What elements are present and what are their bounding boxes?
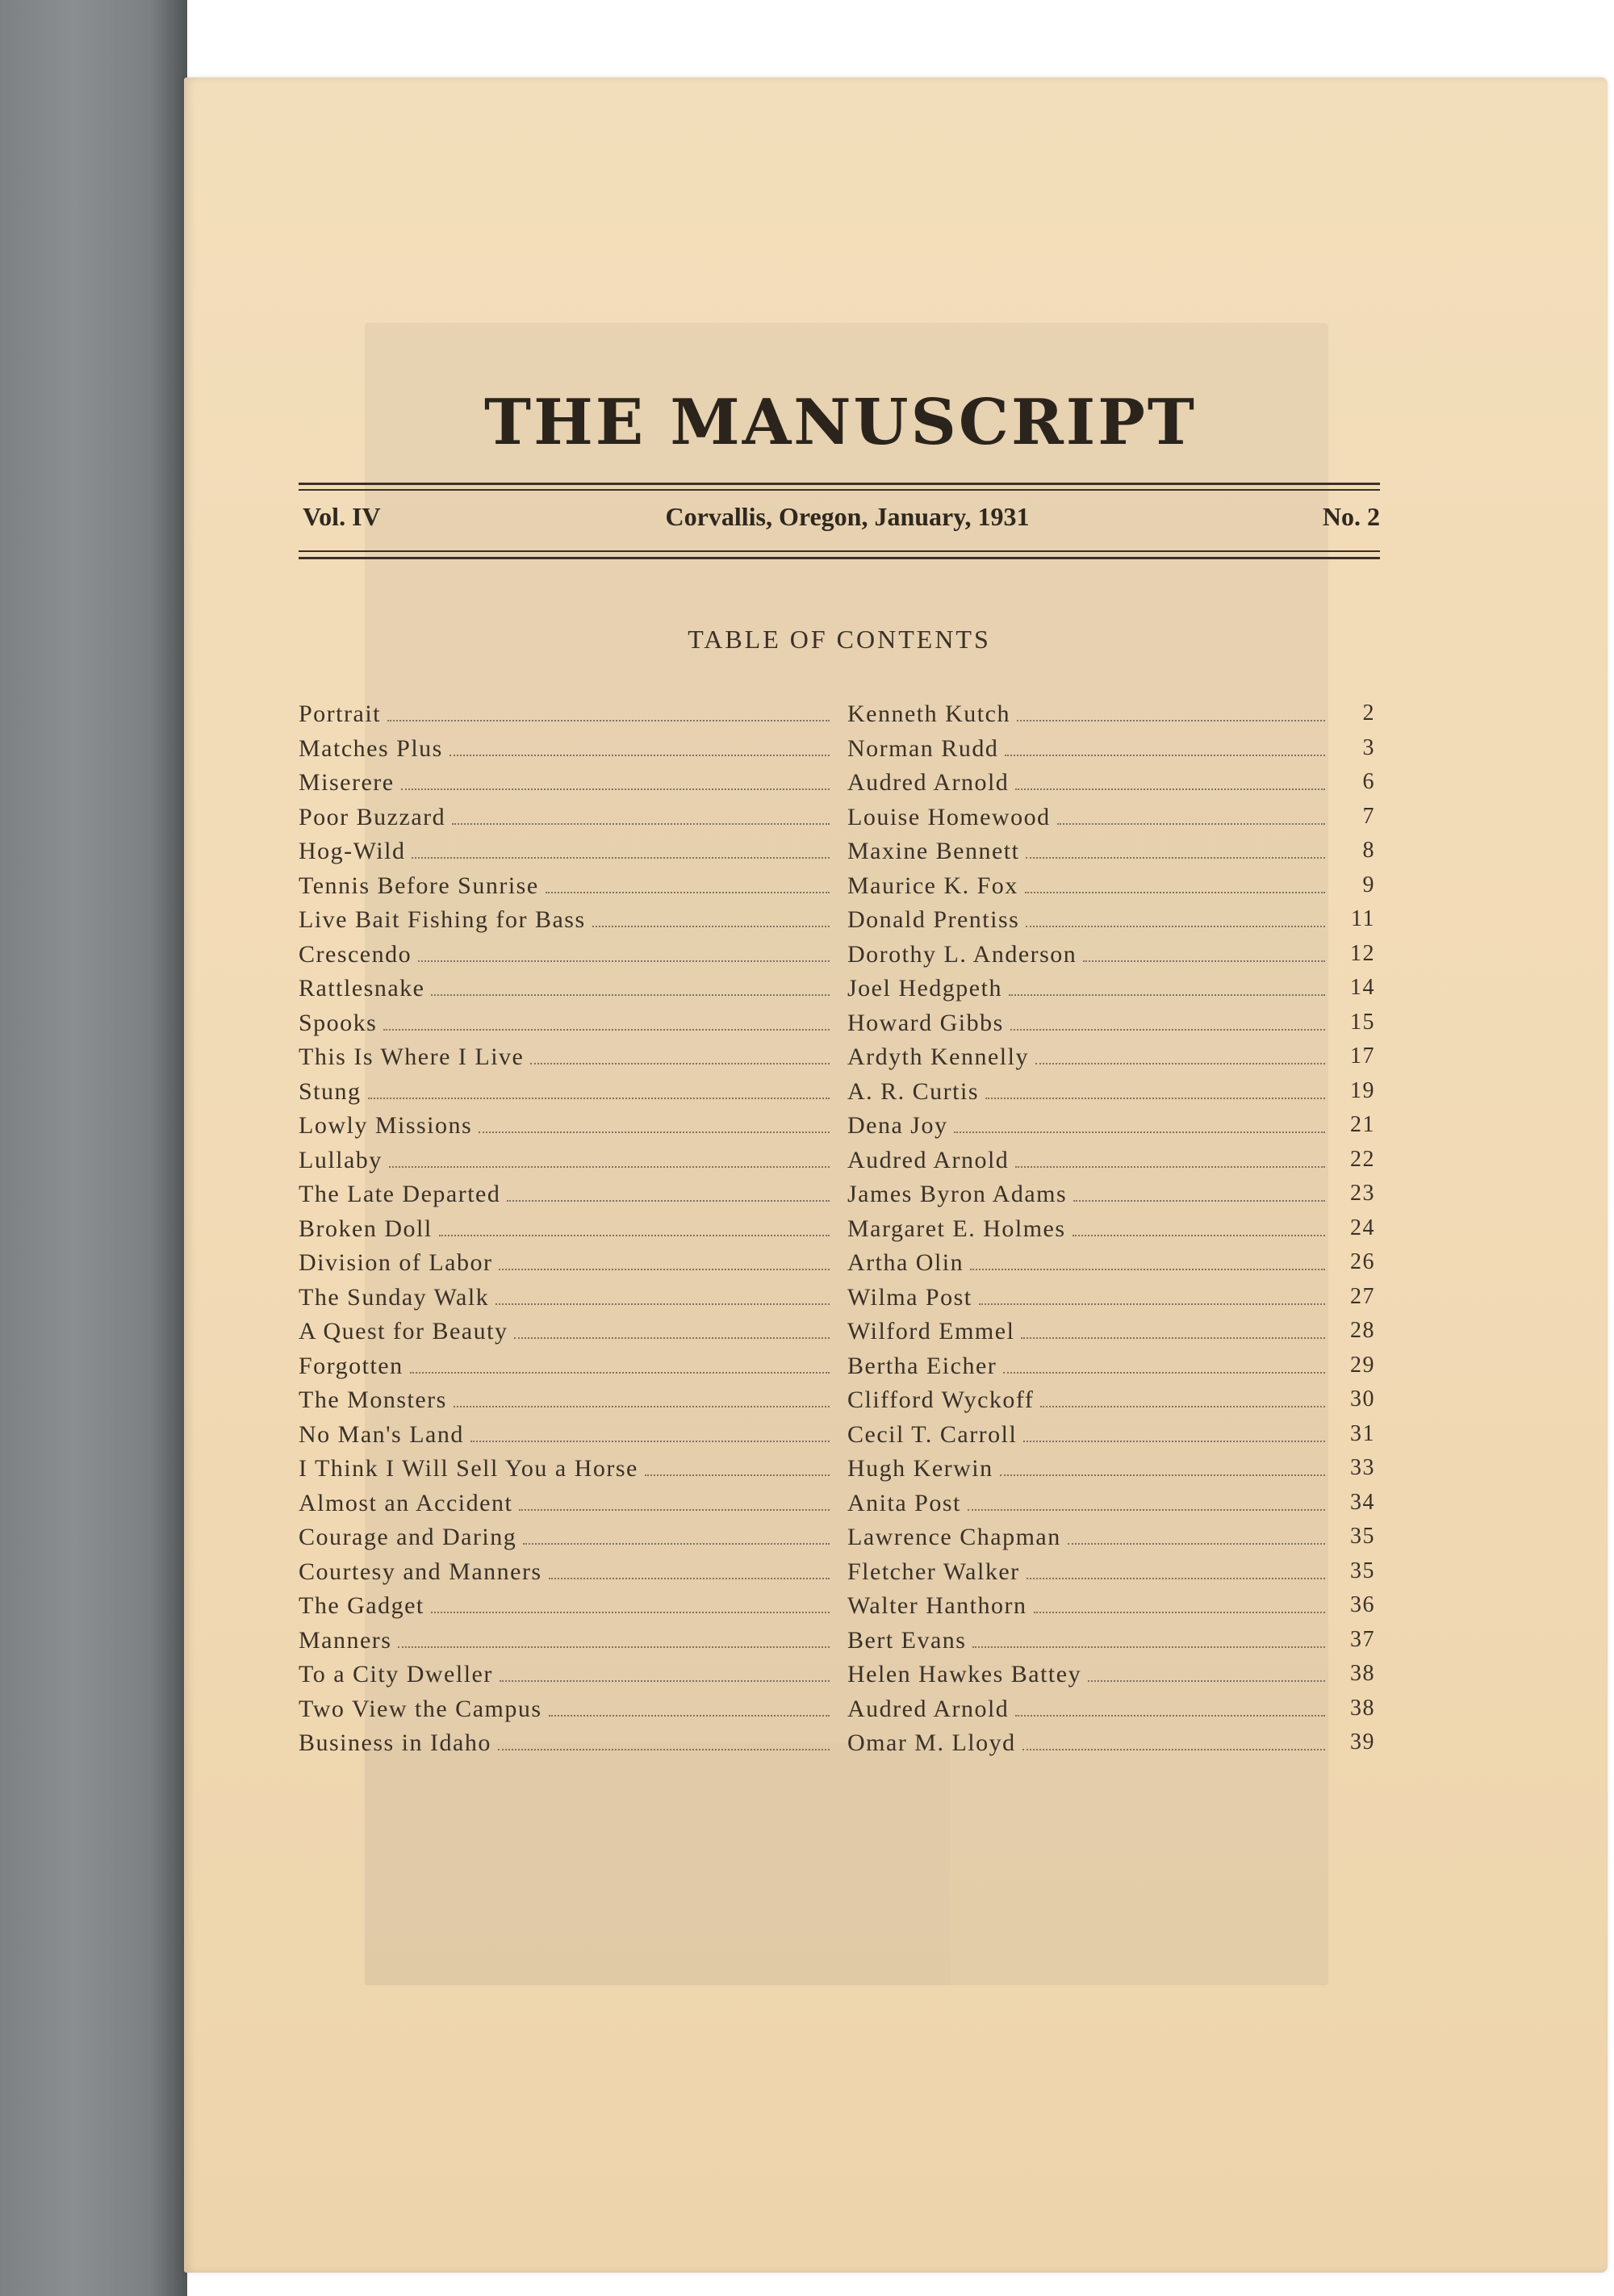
dot-leader: [410, 1370, 830, 1374]
dot-leader: [546, 890, 830, 893]
toc-entry: [299, 906, 1404, 941]
toc-entry-title: Two View the Campus: [299, 1695, 542, 1722]
toc-entry-title-cell: [299, 1524, 830, 1551]
toc-entry-title: Portrait: [299, 701, 381, 727]
dot-leader: [968, 1508, 1325, 1511]
toc-entry-title: The Sunday Walk: [299, 1283, 490, 1311]
toc-entry-author: Joel Hedgpeth: [847, 975, 1002, 1002]
toc-entry-author-cell: [847, 1318, 1325, 1345]
toc-entry-title: Miserere: [299, 769, 395, 796]
toc-entry-title-cell: [299, 1181, 830, 1208]
toc-entry-page: 12: [1350, 940, 1375, 966]
toc-entry-page: 35: [1350, 1558, 1375, 1583]
dot-leader: [1023, 1439, 1325, 1442]
issue-number-label: No. 2: [1322, 502, 1380, 531]
toc-entry-author-cell: [847, 1386, 1325, 1414]
dot-leader: [1057, 822, 1325, 825]
dot-leader: [1003, 1370, 1325, 1374]
dot-leader: [495, 1302, 830, 1305]
toc-entry-title: Courage and Daring: [299, 1524, 517, 1550]
toc-entry-author: Maurice K. Fox: [847, 872, 1018, 899]
dot-leader: [498, 1747, 830, 1750]
masthead-rule-top-inner: [299, 489, 1380, 491]
toc-entry-author-cell: [847, 804, 1325, 831]
toc-entry-author: Helen Hawkes Battey: [847, 1661, 1082, 1687]
toc-heading: TABLE OF CONTENTS: [688, 625, 991, 654]
toc-entry-author-cell: [847, 1181, 1325, 1208]
dot-leader: [479, 1130, 830, 1133]
toc-entry-title: Crescendo: [299, 940, 412, 968]
dot-leader: [972, 1645, 1325, 1648]
toc-entry: [299, 1215, 1404, 1250]
toc-entry-title: Division of Labor: [299, 1249, 493, 1276]
toc-entry-page: 15: [1350, 1009, 1375, 1035]
toc-entry-author-cell: [847, 1215, 1325, 1243]
dot-leader: [1005, 753, 1325, 756]
toc-entry-page: 38: [1350, 1695, 1375, 1721]
dot-leader: [1010, 1027, 1325, 1031]
dot-leader: [1088, 1679, 1325, 1682]
toc-entry-title: Manners: [299, 1626, 392, 1654]
toc-entry-title: A Quest for Beauty: [299, 1318, 508, 1345]
cover-shadow: [150, 0, 187, 2296]
toc-entry-author-cell: [847, 1558, 1325, 1586]
toc-entry-title: The Late Departed: [299, 1181, 501, 1207]
toc-entry-title: The Gadget: [299, 1592, 424, 1619]
toc-entry-author-cell: [847, 975, 1325, 1002]
toc-entry-title-cell: [299, 1249, 830, 1277]
dot-leader: [1026, 924, 1325, 927]
toc-entry-title-cell: [299, 1043, 830, 1071]
toc-entry: [299, 1043, 1404, 1078]
dot-leader: [1015, 1713, 1325, 1717]
toc-entry: [299, 1386, 1404, 1421]
toc-entry-author: Margaret E. Holmes: [847, 1215, 1066, 1242]
toc-entry-author-cell: [847, 1112, 1325, 1140]
dot-leader: [387, 718, 830, 721]
dot-leader: [1073, 1198, 1325, 1202]
toc-entry-author-cell: [847, 1284, 1325, 1311]
dot-leader: [1073, 1233, 1325, 1236]
toc-entry-page: 31: [1350, 1420, 1375, 1446]
toc-entry-author-cell: [847, 1078, 1325, 1106]
toc-entry-author: Dorothy L. Anderson: [847, 940, 1077, 968]
toc-entry-title: Matches Plus: [299, 734, 443, 762]
masthead-rule-top: [299, 483, 1380, 485]
toc-entry-title-cell: [299, 1696, 830, 1723]
toc-entry: [299, 1729, 1404, 1764]
toc-entry-title: Business in Idaho: [299, 1729, 491, 1756]
toc-entry-title-cell: [299, 1421, 830, 1449]
toc-entry-title-cell: [299, 1284, 830, 1311]
toc-entry-author: Omar M. Lloyd: [847, 1729, 1016, 1756]
toc-entry-page: 8: [1362, 838, 1375, 863]
toc-entry-page: 21: [1350, 1112, 1375, 1137]
toc-entry-title: No Man's Land: [299, 1420, 464, 1448]
toc-entry: [299, 838, 1404, 872]
dot-leader: [514, 1336, 830, 1339]
toc-entry-author: Howard Gibbs: [847, 1009, 1004, 1036]
toc-entry: [299, 1421, 1404, 1456]
toc-entry-title: Lullaby: [299, 1146, 383, 1173]
toc-entry: [299, 1627, 1404, 1662]
toc-entry-page: 19: [1350, 1077, 1375, 1103]
toc-entry-author: Artha Olin: [847, 1249, 964, 1276]
dot-leader: [507, 1198, 830, 1202]
toc-entry-page: 37: [1350, 1626, 1375, 1652]
dot-leader: [470, 1439, 830, 1442]
toc-entry-title-cell: [299, 804, 830, 831]
masthead-rule-bottom: [299, 557, 1380, 559]
dot-leader: [1040, 1404, 1325, 1407]
dot-leader: [549, 1576, 830, 1579]
toc-entry-title-cell: [299, 1147, 830, 1174]
dot-leader: [1021, 1336, 1325, 1339]
toc-entry-author-cell: [847, 1729, 1325, 1757]
dot-leader: [1035, 1061, 1325, 1064]
toc-entry-author: Maxine Bennett: [847, 838, 1020, 864]
toc-entry-title-cell: [299, 1592, 830, 1620]
dot-leader: [1000, 1473, 1325, 1476]
toc-entry-page: 3: [1362, 734, 1375, 760]
toc-entry-author: Kenneth Kutch: [847, 701, 1010, 727]
toc-entry-title-cell: [299, 1558, 830, 1586]
toc-entry: [299, 1112, 1404, 1147]
toc-entry: [299, 1147, 1404, 1181]
toc-entry: [299, 1318, 1404, 1353]
dot-leader: [401, 787, 830, 790]
toc-entry-title: Live Bait Fishing for Bass: [299, 906, 586, 933]
dot-leader: [499, 1267, 830, 1270]
toc-entry-author-cell: [847, 735, 1325, 763]
toc-entry-title-cell: [299, 975, 830, 1002]
dot-leader: [1026, 855, 1325, 859]
toc-entry: [299, 1524, 1404, 1558]
toc-entry-title-cell: [299, 1490, 830, 1517]
toc-entry: [299, 1284, 1404, 1319]
dot-leader: [454, 1404, 830, 1407]
toc-entry-author: Fletcher Walker: [847, 1558, 1020, 1585]
toc-entry-title-cell: [299, 1627, 830, 1654]
toc-entry-title: Broken Doll: [299, 1215, 433, 1242]
toc-entry-page: 36: [1350, 1592, 1375, 1617]
toc-entry: [299, 701, 1404, 735]
toc-entry-author: Hugh Kerwin: [847, 1455, 993, 1482]
toc-entry-title-cell: [299, 1078, 830, 1106]
dot-leader: [592, 924, 830, 927]
toc-entry-page: 33: [1350, 1455, 1375, 1480]
dot-leader: [954, 1130, 1325, 1133]
toc-entry-author: James Byron Adams: [847, 1181, 1068, 1207]
toc-entry-page: 23: [1350, 1181, 1375, 1206]
toc-entry-author-cell: [847, 769, 1325, 797]
dot-leader: [549, 1713, 830, 1717]
toc-entry-author: Walter Hanthorn: [847, 1592, 1027, 1619]
toc-entry-page: 35: [1350, 1524, 1375, 1549]
toc-entry-title: To a City Dweller: [299, 1661, 493, 1687]
toc-entry-author: Bertha Eicher: [847, 1352, 997, 1379]
toc-entry: [299, 1249, 1404, 1284]
toc-entry: [299, 1078, 1404, 1113]
toc-entry-title: Almost an Accident: [299, 1489, 513, 1516]
toc-entry-page: 27: [1350, 1283, 1375, 1309]
dot-leader: [523, 1541, 830, 1545]
toc-entry-title-cell: [299, 1215, 830, 1243]
toc-entry-page: 26: [1350, 1249, 1375, 1274]
magazine-title: THE MANUSCRIPT: [484, 386, 1197, 459]
dot-leader: [449, 753, 830, 756]
toc-entry-title-cell: [299, 1112, 830, 1140]
dot-leader: [1068, 1541, 1325, 1545]
toc-entry-title: Stung: [299, 1077, 362, 1105]
dot-leader: [530, 1061, 830, 1064]
toc-entry: [299, 1353, 1404, 1387]
toc-entry-page: 7: [1362, 803, 1375, 829]
toc-entry-title: Rattlesnake: [299, 975, 425, 1002]
toc-entry-title: This Is Where I Live: [299, 1043, 525, 1070]
toc-entry-author: Dena Joy: [847, 1112, 948, 1139]
toc-entry-page: 17: [1350, 1043, 1375, 1069]
dot-leader: [519, 1508, 830, 1511]
toc-entry-author-cell: [847, 1661, 1325, 1688]
toc-entry-author: Donald Prentiss: [847, 906, 1020, 933]
toc-entry-page: 39: [1350, 1729, 1375, 1754]
toc-entry-title: Forgotten: [299, 1352, 404, 1379]
dot-leader: [1022, 1747, 1325, 1750]
toc-entry-author-cell: [847, 1421, 1325, 1449]
toc-entry-author-cell: [847, 1147, 1325, 1174]
toc-entry-title: Courtesy and Manners: [299, 1558, 542, 1585]
toc-entry-page: 38: [1350, 1661, 1375, 1686]
toc-entry: [299, 1696, 1404, 1730]
toc-entry-page: 2: [1362, 701, 1375, 726]
toc-entry-author: Wilford Emmel: [847, 1318, 1015, 1345]
dot-leader: [1027, 1576, 1325, 1579]
toc-entry-title-cell: [299, 1661, 830, 1688]
masthead-rule-bottom-inner: [299, 550, 1380, 552]
toc-entry: [299, 975, 1404, 1010]
dot-leader: [1015, 1165, 1325, 1168]
dot-leader: [1017, 718, 1325, 721]
toc-entry-page: 6: [1362, 769, 1375, 794]
toc-entry-page: 29: [1350, 1352, 1375, 1378]
toc-entry-author: Cecil T. Carroll: [847, 1420, 1018, 1448]
dot-leader: [970, 1267, 1325, 1270]
toc-entry-author: Lawrence Chapman: [847, 1524, 1061, 1550]
toc-entry: [299, 941, 1404, 976]
dot-leader: [645, 1473, 830, 1476]
dot-leader: [1009, 993, 1325, 996]
dot-leader: [500, 1679, 830, 1682]
toc-entry-author-cell: [847, 1592, 1325, 1620]
toc-entry-title-cell: [299, 1729, 830, 1757]
toc-entry-page: 34: [1350, 1489, 1375, 1515]
toc-entry-author: Bert Evans: [847, 1626, 967, 1654]
toc-entry-title-cell: [299, 872, 830, 900]
toc-entry-author-cell: [847, 906, 1325, 934]
toc-entry-title: Hog-Wild: [299, 838, 406, 864]
toc-entry-title-cell: [299, 769, 830, 797]
toc-entry: [299, 1592, 1404, 1627]
dot-leader: [383, 1027, 830, 1031]
toc-entry-author-cell: [847, 1627, 1325, 1654]
toc-entry-author: Wilma Post: [847, 1283, 972, 1311]
dot-leader: [389, 1165, 830, 1168]
toc-entry-author-cell: [847, 1043, 1325, 1071]
toc-entry-author-cell: [847, 1249, 1325, 1277]
dot-leader: [1034, 1610, 1325, 1613]
toc-entry-author: Audred Arnold: [847, 769, 1010, 796]
toc-entry-title-cell: [299, 701, 830, 728]
toc-entry-author: Louise Homewood: [847, 803, 1051, 830]
toc-entry: [299, 1490, 1404, 1524]
toc-entry-title-cell: [299, 1353, 830, 1380]
toc-entry-title: Lowly Missions: [299, 1112, 473, 1139]
toc-entry-author: Audred Arnold: [847, 1695, 1010, 1722]
toc-entry-page: 22: [1350, 1146, 1375, 1172]
toc-entry: [299, 1558, 1404, 1593]
toc-entry-author-cell: [847, 1010, 1325, 1037]
toc-entry-author: Ardyth Kennelly: [847, 1043, 1029, 1070]
toc-entry: [299, 769, 1404, 804]
toc-entry-title-cell: [299, 1010, 830, 1037]
toc-entry-page: 14: [1350, 975, 1375, 1000]
place-date-label: Corvallis, Oregon, January, 1931: [665, 502, 1030, 531]
toc-entry-title: I Think I Will Sell You a Horse: [299, 1455, 638, 1482]
dot-leader: [412, 855, 830, 859]
toc-entry-title: The Monsters: [299, 1386, 447, 1413]
toc-entry-title: Spooks: [299, 1009, 378, 1036]
toc-entry: [299, 804, 1404, 839]
dot-leader: [398, 1645, 830, 1648]
table-of-contents: [299, 701, 1404, 1764]
dot-leader: [368, 1096, 830, 1099]
toc-entry-author-cell: [847, 1524, 1325, 1551]
toc-entry-title-cell: [299, 1386, 830, 1414]
toc-entry-title-cell: [299, 906, 830, 934]
toc-entry: [299, 735, 1404, 770]
toc-entry-page: 28: [1350, 1318, 1375, 1343]
toc-entry: [299, 872, 1404, 907]
toc-entry-title-cell: [299, 735, 830, 763]
dot-leader: [1015, 787, 1325, 790]
toc-entry-page: 24: [1350, 1215, 1375, 1240]
dot-leader: [431, 993, 830, 996]
toc-entry-author-cell: [847, 1696, 1325, 1723]
dot-leader: [979, 1302, 1325, 1305]
toc-entry-author: Anita Post: [847, 1489, 961, 1516]
toc-entry-author-cell: [847, 872, 1325, 900]
toc-entry-title: Poor Buzzard: [299, 803, 446, 830]
toc-entry-author-cell: [847, 1455, 1325, 1483]
toc-entry-title-cell: [299, 1318, 830, 1345]
toc-entry-page: 11: [1351, 906, 1375, 931]
toc-entry-author: Norman Rudd: [847, 734, 999, 762]
toc-entry-title-cell: [299, 1455, 830, 1483]
dot-leader: [985, 1096, 1325, 1099]
toc-entry-title: Tennis Before Sunrise: [299, 872, 539, 899]
toc-entry-title-cell: [299, 838, 830, 865]
toc-entry-author: Clifford Wyckoff: [847, 1386, 1035, 1413]
toc-entry-author-cell: [847, 838, 1325, 865]
toc-entry: [299, 1010, 1404, 1044]
toc-entry-author: A. R. Curtis: [847, 1077, 980, 1105]
toc-entry: [299, 1455, 1404, 1490]
showthrough-illustration-lower: [365, 1743, 950, 1985]
toc-entry-author: Audred Arnold: [847, 1146, 1010, 1173]
volume-label: Vol. IV: [303, 502, 381, 531]
toc-entry: [299, 1181, 1404, 1215]
toc-entry-author-cell: [847, 701, 1325, 728]
dot-leader: [418, 959, 830, 962]
dot-leader: [452, 822, 830, 825]
dot-leader: [1083, 959, 1325, 962]
toc-entry-page: 9: [1362, 872, 1375, 897]
toc-entry-author-cell: [847, 1490, 1325, 1517]
toc-entry: [299, 1661, 1404, 1696]
dot-leader: [439, 1233, 830, 1236]
dot-leader: [1025, 890, 1325, 893]
toc-entry-title-cell: [299, 941, 830, 968]
toc-entry-author-cell: [847, 1353, 1325, 1380]
dot-leader: [431, 1610, 830, 1613]
toc-entry-page: 30: [1350, 1386, 1375, 1411]
toc-entry-author-cell: [847, 941, 1325, 968]
